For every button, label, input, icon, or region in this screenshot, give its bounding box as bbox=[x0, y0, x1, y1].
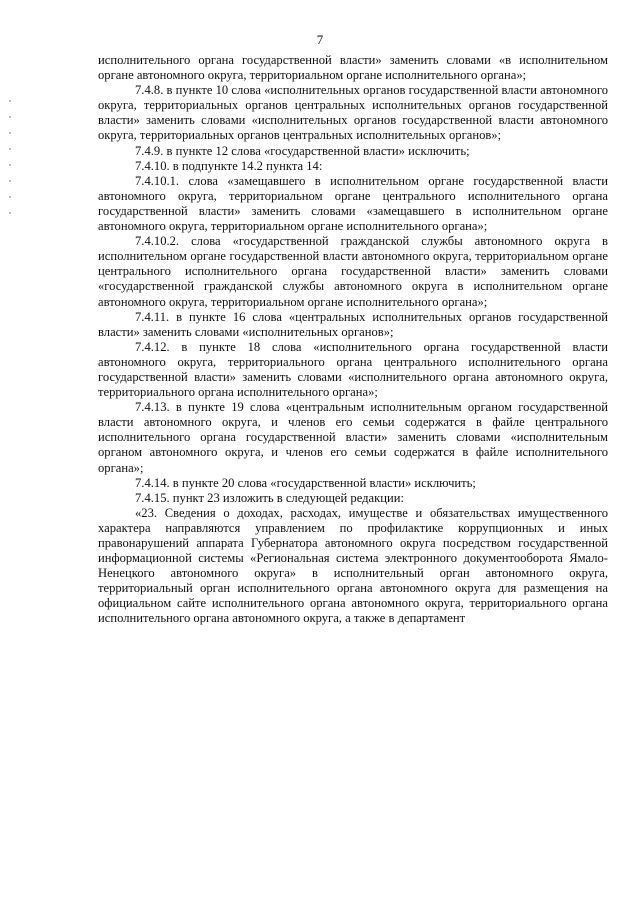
page-number: 7 bbox=[316, 32, 324, 47]
paragraph-7-4-10-1: 7.4.10.1. слова «замещавшего в исполнительном органе государственной власти автономного округа, территориальном органе центрального исполнительного органа государственной власти» заменить словами «замещавшего в исполнительном органе автономного округа, территориальном органе исполнительного органа»; bbox=[98, 173, 608, 234]
edge-dot bbox=[9, 180, 11, 182]
edge-dot bbox=[9, 212, 11, 214]
paragraph-7-4-10: 7.4.10. в подпункте 14.2 пункта 14: bbox=[135, 158, 323, 173]
edge-dot bbox=[9, 196, 11, 198]
edge-dot bbox=[9, 132, 11, 134]
scan-edge-marks bbox=[9, 100, 12, 320]
paragraph-quoted-23: «23. Сведения о доходах, расходах, имуществе и обязательствах имущественного характера направляются управлением по профилактике коррупционных и иных правонарушений аппарата Губернатора автономного округа посредством государственной информационной системы «Региональная система электронного документооборота Ямало-Ненецкого автономного округа» в исполнительный орган автономного округа, территориальный орган исполнительного органа автономного округа для размещения на официальном сайте исполнительного органа автономного округа, территориального органа исполнительного органа автономного округа, а также в департамент bbox=[98, 505, 608, 626]
paragraph-7-4-11: 7.4.11. в пункте 16 слова «центральных исполнительных органов государственной власти» заменить словами «исполнительных органов»; bbox=[98, 309, 608, 339]
paragraph-7-4-13: 7.4.13. в пункте 19 слова «центральным исполнительным органом государственной власти автономного округа, и членов его семьи содержатся в файле центрального исполнительного органа государственной власти» заменить словами «исполнительным органом автономного округа, и членов его семьи содержатся в файле исполнительного органа»; bbox=[98, 400, 608, 475]
paragraph-7-4-12: 7.4.12. в пункте 18 слова «исполнительного органа государственной власти автономного округа, территориального органа центрального исполнительного органа государственной власти» заменить словами «исполнительного органа автономного округа, территориального органа исполнительного органа»; bbox=[98, 339, 608, 400]
paragraph-continuation: исполнительного органа государственной власти» заменить словами «в исполнительном органе автономного округа, территориальном органе исполнительного органа»; bbox=[98, 53, 608, 83]
paragraph-7-4-8: 7.4.8. в пункте 10 слова «исполнительных органов государственной власти автономного округа, территориальных органов центральных исполнительных органов государственной власти» заменить словами «исполнительных органов государственной власти автономного округа, территориальных органов центральных исполнительных органов»; bbox=[98, 83, 608, 143]
edge-dot bbox=[9, 116, 11, 118]
paragraph-7-4-14: 7.4.14. в пункте 20 слова «государственной власти» исключить; bbox=[135, 475, 476, 490]
edge-dot bbox=[9, 148, 11, 150]
paragraph-7-4-15: 7.4.15. пункт 23 изложить в следующей редакции: bbox=[135, 490, 404, 505]
document-body bbox=[98, 53, 608, 627]
edge-dot bbox=[9, 164, 11, 166]
paragraph-7-4-9: 7.4.9. в пункте 12 слова «государственной власти» исключить; bbox=[135, 143, 470, 158]
paragraph-7-4-10-2: 7.4.10.2. слова «государственной гражданской службы автономного округа в исполнительном органе государственной власти автономного округа, территориальном органе центрального исполнительного органа государственной власти» заменить словами «государственной гражданской службы автономного округа в исполнительном органе автономного округа, территориальном органе исполнительного органа»; bbox=[98, 234, 608, 309]
edge-dot bbox=[9, 100, 11, 102]
